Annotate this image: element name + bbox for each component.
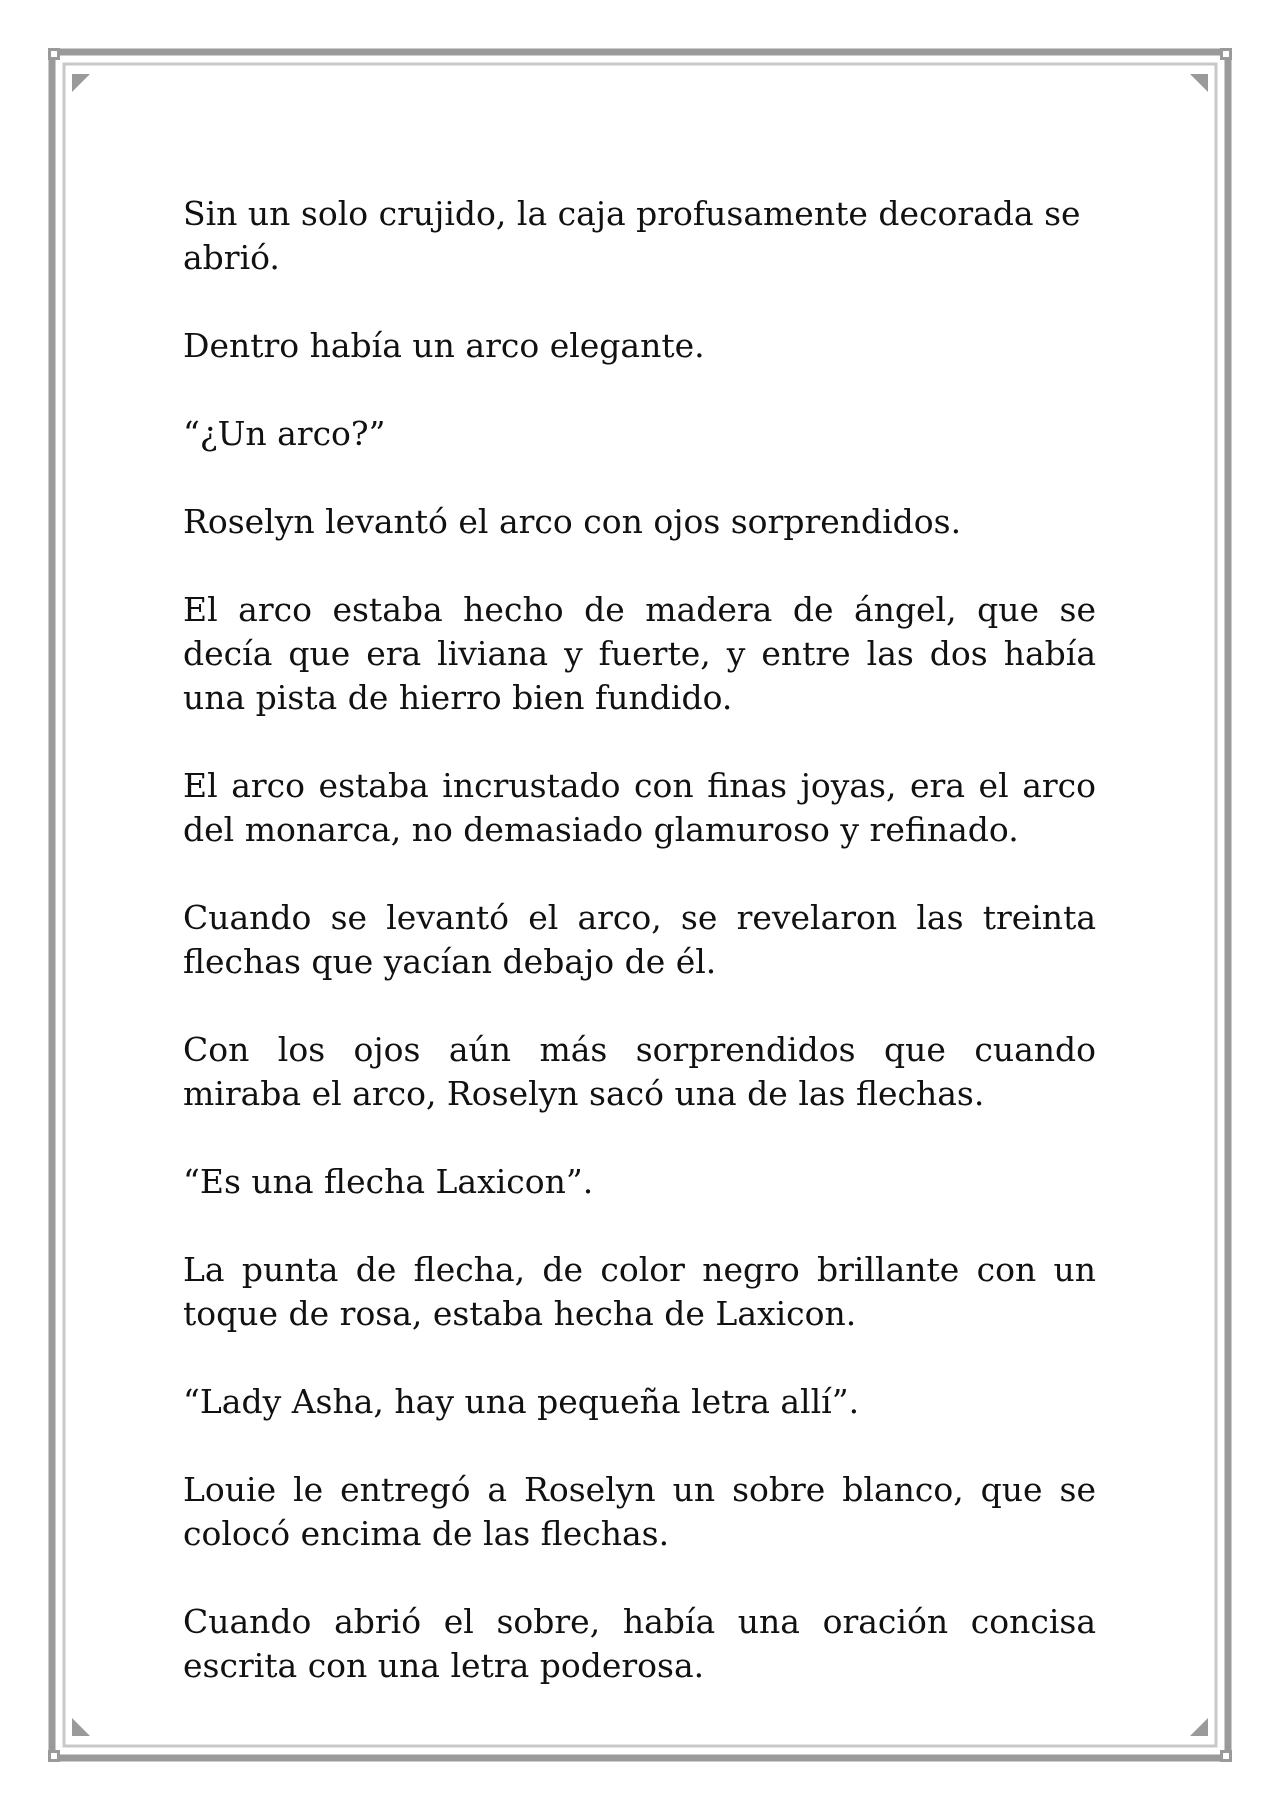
paragraph: “¿Un arco?” — [183, 414, 386, 453]
paragraph: El arco estaba incrustado con finas joyas, era el arco del monarca, no demasiado glamuroso y refinado. — [183, 766, 1096, 849]
paragraph: Louie le entregó a Roselyn un sobre blanco, que se colocó encima de las flechas. — [183, 1470, 1096, 1553]
paragraph: Con los ojos aún más sorprendidos que cuando miraba el arco, Roselyn sacó una de las flechas. — [183, 1030, 1096, 1113]
paragraph: Dentro había un arco elegante. — [183, 326, 705, 365]
paragraph: Roselyn levantó el arco con ojos sorprendidos. — [183, 502, 962, 541]
paragraph: El arco estaba hecho de madera de ángel, que se decía que era liviana y fuerte, y entre las dos había una pista de hierro bien fundido. — [183, 590, 1096, 717]
paragraph: Cuando se levantó el arco, se revelaron las treinta flechas que yacían debajo de él. — [183, 898, 1096, 981]
body-text — [183, 192, 1096, 1732]
paragraph: “Es una flecha Laxicon”. — [183, 1162, 594, 1201]
paragraph: Sin un solo crujido, la caja profusamente decorada se abrió. — [183, 194, 1081, 277]
paragraph: “Lady Asha, hay una pequeña letra allí”. — [183, 1382, 860, 1421]
paragraph: Cuando abrió el sobre, había una oración concisa escrita con una letra poderosa. — [183, 1602, 1096, 1685]
paragraph: La punta de flecha, de color negro brillante con un toque de rosa, estaba hecha de Laxicon. — [183, 1250, 1096, 1333]
